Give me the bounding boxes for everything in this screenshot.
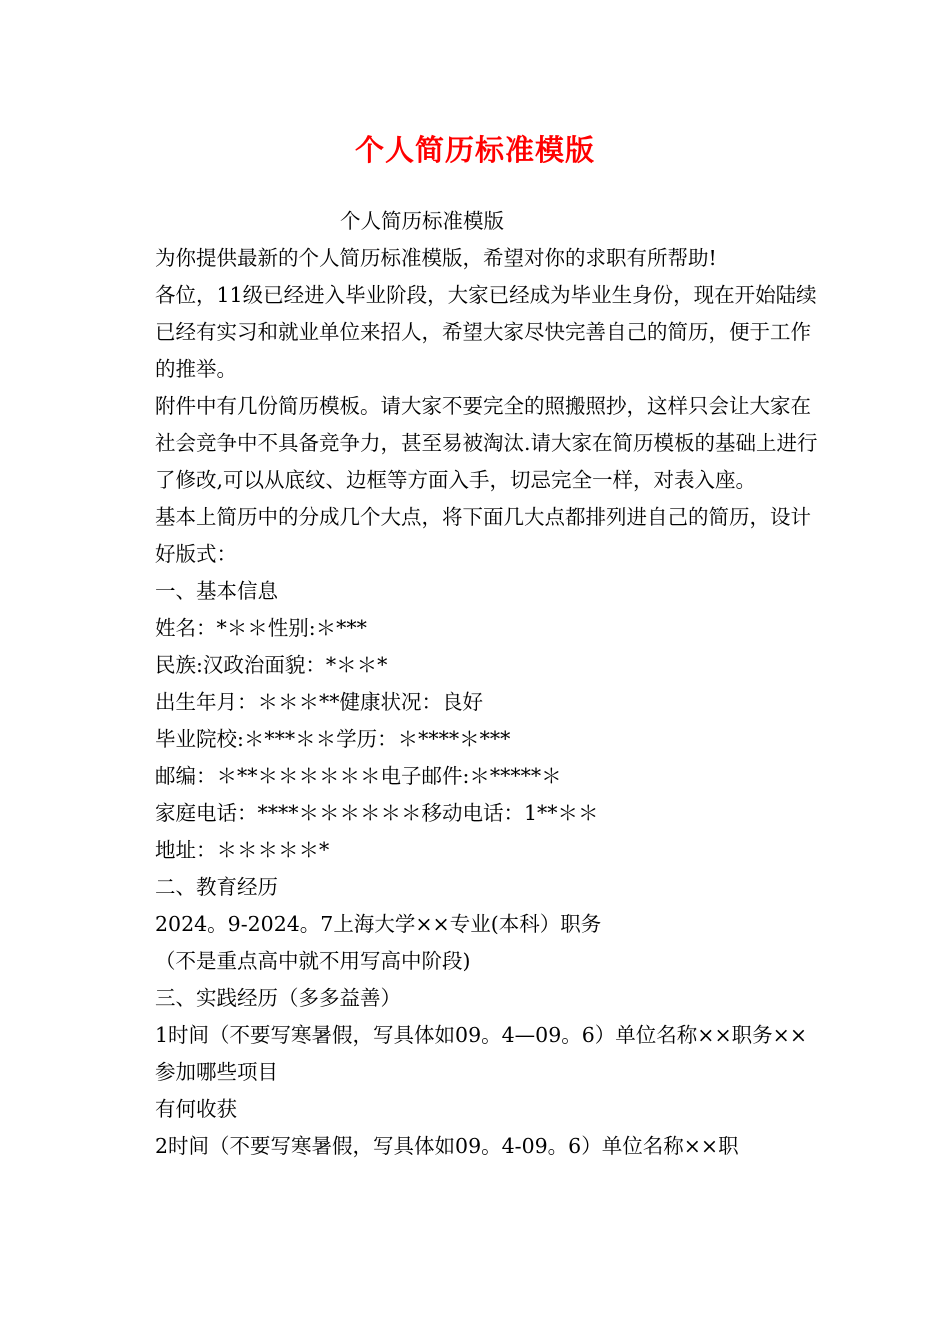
practice-item-1-gains: 有何收获 xyxy=(155,1097,237,1121)
info-line-ethnicity-politics: 民族:汉政治面貌：*＊＊* xyxy=(155,653,388,677)
document-title: 个人简历标准模版 xyxy=(354,133,595,167)
body-paragraph: 附件中有几份简历模板。请大家不要完全的照搬照抄，这样只会让大家在社会竞争中不具备竞争力，甚至易被淘汰.请大家在简历模板的基础上进行了修改,可以从底纹、边框等方面入手，切忌完全一样，对表入座。 xyxy=(155,394,818,492)
info-line-name-gender: 姓名：*＊＊性别:＊*** xyxy=(155,616,367,640)
info-line-phones: 家庭电话：****＊＊＊＊＊＊移动电话：1**＊＊ xyxy=(155,801,599,825)
education-line: 2024。9-2024。7上海大学××专业(本科）职务 xyxy=(155,912,602,936)
education-note: （不是重点高中就不用写高中阶段) xyxy=(155,949,471,973)
info-line-birth-health: 出生年月：＊＊＊**健康状况：良好 xyxy=(155,690,483,714)
intro-paragraph: 为你提供最新的个人简历标准模版，希望对你的求职有所帮助! xyxy=(155,246,717,270)
info-line-postcode-email: 邮编：＊**＊＊＊＊＊＊电子邮件:＊*****＊ xyxy=(155,764,562,788)
document-body xyxy=(145,203,825,1165)
document-subtitle: 个人简历标准模版 xyxy=(340,209,504,233)
body-paragraph: 各位，11级已经进入毕业阶段，大家已经成为毕业生身份，现在开始陆续已经有实习和就业单位来招人，希望大家尽快完善自己的简历，便于工作的推举。 xyxy=(155,283,817,381)
body-paragraph: 基本上简历中的分成几个大点，将下面几大点都排列进自己的简历，设计好版式： xyxy=(155,505,811,566)
section-heading-practice: 三、实践经历（多多益善） xyxy=(155,986,401,1010)
practice-item-1-projects: 参加哪些项目 xyxy=(155,1060,278,1084)
section-heading-basic-info: 一、基本信息 xyxy=(155,579,278,603)
practice-item-2: 2时间（不要写寒暑假，写具体如09。4-09。6）单位名称××职 xyxy=(155,1134,739,1158)
section-heading-education: 二、教育经历 xyxy=(155,875,278,899)
info-line-address: 地址：＊＊＊＊＊* xyxy=(155,838,330,862)
practice-item-1: 1时间（不要写寒暑假，写具体如09。4—09。6）单位名称××职务×× xyxy=(155,1023,808,1047)
info-line-school-degree: 毕业院校:＊***＊＊学历：＊****＊*** xyxy=(155,727,511,751)
